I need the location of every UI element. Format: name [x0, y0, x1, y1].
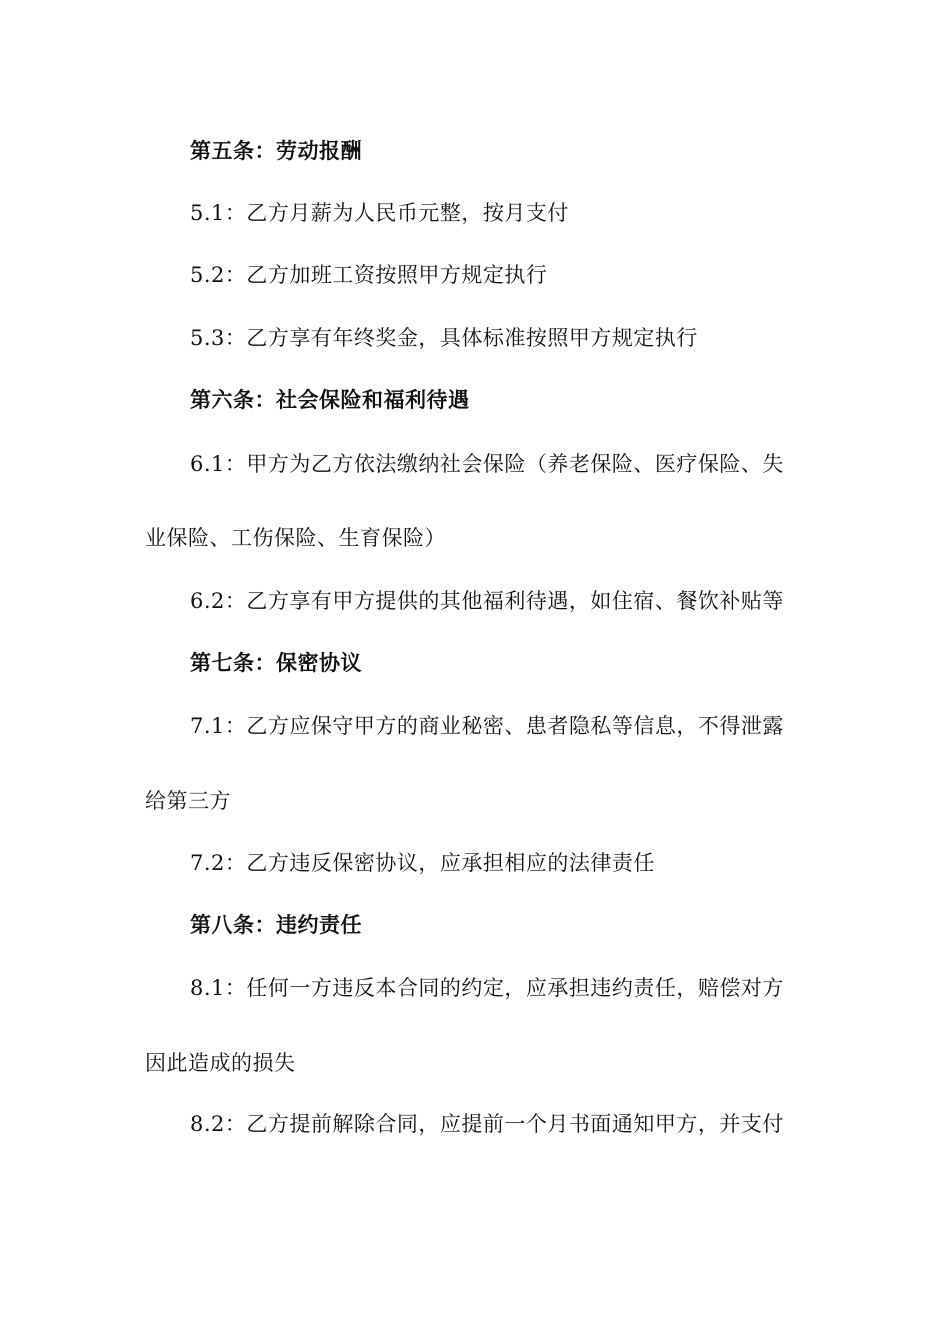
clause-5-2: 5.2：乙方加班工资按照甲方规定执行	[190, 263, 548, 287]
clause-7-2: 7.2：乙方违反保密协议，应承担相应的法律责任	[190, 851, 655, 875]
section-heading-6: 第六条：社会保险和福利待遇	[190, 388, 470, 412]
clause-6-2: 6.2：乙方享有甲方提供的其他福利待遇，如住宿、餐饮补贴等	[190, 589, 784, 613]
section-heading-8: 第八条：违约责任	[190, 913, 362, 937]
clause-5-3: 5.3：乙方享有年终奖金，具体标准按照甲方规定执行	[190, 326, 698, 350]
clause-8-1-continuation: 因此造成的损失	[145, 1051, 296, 1075]
clause-8-2: 8.2：乙方提前解除合同，应提前一个月书面通知甲方，并支付	[190, 1112, 784, 1136]
clause-6-1-continuation: 业保险、工伤保险、生育保险）	[145, 526, 446, 550]
clause-7-1-continuation: 给第三方	[145, 789, 231, 813]
clause-7-1: 7.1：乙方应保守甲方的商业秘密、患者隐私等信息，不得泄露	[190, 714, 784, 738]
clause-5-1: 5.1：乙方月薪为人民币元整，按月支付	[190, 201, 569, 225]
section-heading-5: 第五条：劳动报酬	[190, 139, 362, 163]
section-heading-7: 第七条：保密协议	[190, 651, 362, 675]
clause-6-1: 6.1：甲方为乙方依法缴纳社会保险（养老保险、医疗保险、失	[190, 452, 784, 476]
clause-8-1: 8.1：任何一方违反本合同的约定，应承担违约责任，赔偿对方	[190, 976, 784, 1000]
